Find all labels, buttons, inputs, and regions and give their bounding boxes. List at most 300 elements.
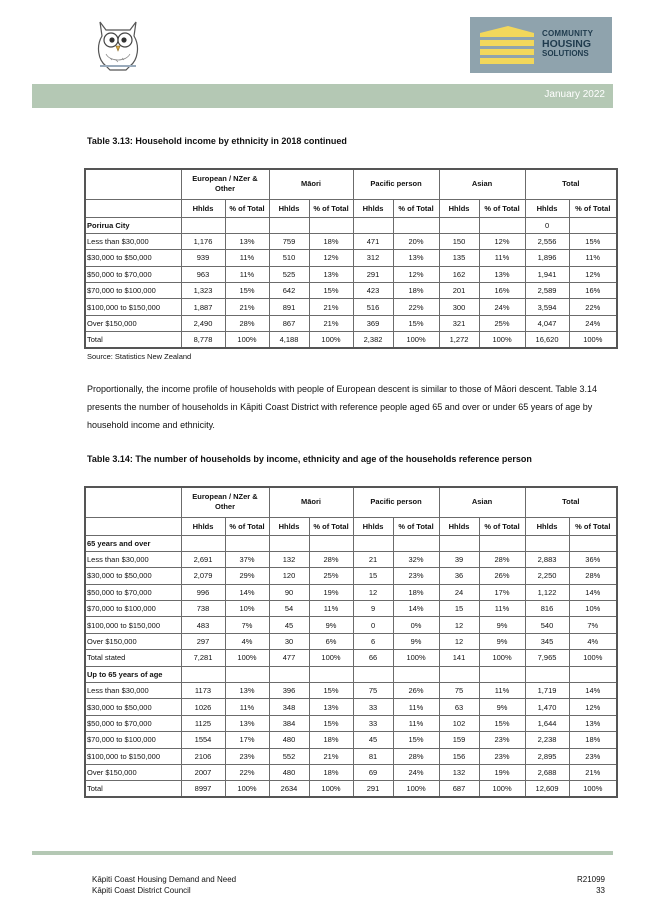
table-cell: 7,281 bbox=[181, 650, 225, 666]
table-cell: 37% bbox=[225, 551, 269, 567]
table-cell: 22% bbox=[225, 764, 269, 780]
sub-header: Hhlds bbox=[269, 199, 309, 217]
table-cell: 36 bbox=[439, 568, 479, 584]
table2-body-65-over bbox=[85, 551, 617, 666]
table-row bbox=[85, 299, 617, 315]
table-cell: 22% bbox=[569, 299, 617, 315]
group-header: Asian bbox=[439, 169, 525, 199]
table-cell: 100% bbox=[569, 332, 617, 348]
row-label: $50,000 to $70,000 bbox=[85, 584, 181, 600]
table-cell: 11% bbox=[225, 699, 269, 715]
table-cell: 7% bbox=[569, 617, 617, 633]
table-cell: 100% bbox=[309, 650, 353, 666]
table-cell: 100% bbox=[225, 781, 269, 797]
table-cell: 11% bbox=[479, 250, 525, 266]
table-cell: 891 bbox=[269, 299, 309, 315]
table-row bbox=[85, 568, 617, 584]
table-cell: 135 bbox=[439, 250, 479, 266]
footer-report-title: Kāpiti Coast Housing Demand and Need bbox=[92, 875, 237, 884]
table-cell: 14% bbox=[569, 584, 617, 600]
table-cell: 120 bbox=[269, 568, 309, 584]
footer-right bbox=[577, 874, 605, 896]
table-cell: 36% bbox=[569, 551, 617, 567]
table-cell: 13% bbox=[393, 250, 439, 266]
table-cell: 687 bbox=[439, 781, 479, 797]
sub-header: Hhlds bbox=[181, 517, 225, 535]
table-cell: 28% bbox=[393, 748, 439, 764]
sub-header: Hhlds bbox=[525, 517, 569, 535]
logo-line2: HOUSING bbox=[542, 38, 592, 50]
table-cell: 13% bbox=[479, 266, 525, 282]
table-cell: 150 bbox=[439, 233, 479, 249]
table-cell: 11% bbox=[393, 699, 439, 715]
table1-body bbox=[85, 233, 617, 348]
table-cell: 23% bbox=[393, 568, 439, 584]
row-label: $100,000 to $150,000 bbox=[85, 617, 181, 633]
table-cell: 369 bbox=[353, 315, 393, 331]
table-row bbox=[85, 551, 617, 567]
table1-group-header bbox=[85, 169, 617, 199]
table-cell: 2634 bbox=[269, 781, 309, 797]
row-label: Total bbox=[85, 781, 181, 797]
table-cell: 2007 bbox=[181, 764, 225, 780]
table-cell: 63 bbox=[439, 699, 479, 715]
table-cell: 23% bbox=[225, 748, 269, 764]
table-cell: 39 bbox=[439, 551, 479, 567]
table-cell: 1125 bbox=[181, 715, 225, 731]
row-label: Less than $30,000 bbox=[85, 683, 181, 699]
table-row bbox=[85, 764, 617, 780]
table-cell: 297 bbox=[181, 633, 225, 649]
table-cell: 69 bbox=[353, 764, 393, 780]
table-cell: 291 bbox=[353, 781, 393, 797]
table-cell: 510 bbox=[269, 250, 309, 266]
table-cell: 516 bbox=[353, 299, 393, 315]
table-cell: 1026 bbox=[181, 699, 225, 715]
table-cell: 11% bbox=[225, 266, 269, 282]
table-cell: 6 bbox=[353, 633, 393, 649]
sub-header: Hhlds bbox=[525, 199, 569, 217]
table-cell: 552 bbox=[269, 748, 309, 764]
table-cell: 15% bbox=[479, 715, 525, 731]
table-cell: 100% bbox=[569, 781, 617, 797]
table-cell: 100% bbox=[569, 650, 617, 666]
table-cell: 28% bbox=[225, 315, 269, 331]
table-cell: 12% bbox=[393, 266, 439, 282]
table2 bbox=[84, 486, 618, 798]
table-cell: 867 bbox=[269, 315, 309, 331]
group-header: Māori bbox=[269, 487, 353, 517]
table-cell: 17% bbox=[479, 584, 525, 600]
table-cell: 7% bbox=[225, 617, 269, 633]
table-cell: 21% bbox=[309, 748, 353, 764]
table-row bbox=[85, 650, 617, 666]
table-cell: 2106 bbox=[181, 748, 225, 764]
table-cell: 81 bbox=[353, 748, 393, 764]
row-label: Total bbox=[85, 332, 181, 348]
table-row bbox=[85, 732, 617, 748]
table-cell: 13% bbox=[309, 266, 353, 282]
table-cell: 939 bbox=[181, 250, 225, 266]
sub-header: % of Total bbox=[393, 517, 439, 535]
table1-source: Source: Statistics New Zealand bbox=[87, 352, 192, 361]
table-cell: 132 bbox=[269, 551, 309, 567]
table-cell: 0 bbox=[525, 217, 569, 233]
table-cell: 1,470 bbox=[525, 699, 569, 715]
table-cell: 18% bbox=[309, 233, 353, 249]
table-cell: 477 bbox=[269, 650, 309, 666]
table-cell: 11% bbox=[479, 683, 525, 699]
table-cell: 1,323 bbox=[181, 283, 225, 299]
table-cell: 23% bbox=[569, 748, 617, 764]
corner-cell bbox=[85, 199, 181, 217]
table-cell: 29% bbox=[225, 568, 269, 584]
table-cell: 423 bbox=[353, 283, 393, 299]
row-label: $30,000 to $50,000 bbox=[85, 250, 181, 266]
table-cell: 12,609 bbox=[525, 781, 569, 797]
table-cell: 7,965 bbox=[525, 650, 569, 666]
table-cell: 2,895 bbox=[525, 748, 569, 764]
table-cell: 14% bbox=[225, 584, 269, 600]
section-label: Porirua City bbox=[85, 217, 181, 233]
table-row bbox=[85, 781, 617, 797]
table-cell: 1,896 bbox=[525, 250, 569, 266]
table-cell: 19% bbox=[479, 764, 525, 780]
table2-group-header bbox=[85, 487, 617, 517]
sub-header: % of Total bbox=[225, 199, 269, 217]
table-cell: 1,272 bbox=[439, 332, 479, 348]
table-cell: 45 bbox=[353, 732, 393, 748]
table-cell: 738 bbox=[181, 601, 225, 617]
section-row bbox=[85, 535, 617, 551]
sub-header: Hhlds bbox=[353, 517, 393, 535]
table-cell: 396 bbox=[269, 683, 309, 699]
sub-header: % of Total bbox=[309, 517, 353, 535]
table-cell: 16% bbox=[479, 283, 525, 299]
table-cell: 21% bbox=[225, 299, 269, 315]
table-cell: 28% bbox=[309, 551, 353, 567]
table-cell: 480 bbox=[269, 732, 309, 748]
table-cell: 100% bbox=[479, 332, 525, 348]
table-cell: 6% bbox=[309, 633, 353, 649]
sub-header: % of Total bbox=[479, 517, 525, 535]
table-cell: 312 bbox=[353, 250, 393, 266]
table-cell: 16,620 bbox=[525, 332, 569, 348]
table1-caption: Table 3.13: Household income by ethnicity in 2018 continued bbox=[87, 136, 347, 146]
table-cell: 33 bbox=[353, 715, 393, 731]
corner-cell bbox=[85, 517, 181, 535]
corner-cell bbox=[85, 487, 181, 517]
row-label: $30,000 to $50,000 bbox=[85, 568, 181, 584]
table-row bbox=[85, 633, 617, 649]
sub-header: Hhlds bbox=[353, 199, 393, 217]
table-cell: 348 bbox=[269, 699, 309, 715]
footer-rule bbox=[32, 851, 613, 855]
table-row bbox=[85, 601, 617, 617]
section-label: Up to 65 years of age bbox=[85, 666, 181, 682]
table-cell: 12 bbox=[439, 633, 479, 649]
table-cell: 13% bbox=[225, 715, 269, 731]
table-cell: 2,883 bbox=[525, 551, 569, 567]
table-cell: 25% bbox=[479, 315, 525, 331]
row-label: $50,000 to $70,000 bbox=[85, 266, 181, 282]
sub-header: Hhlds bbox=[439, 517, 479, 535]
logo-line1: COMMUNITY bbox=[542, 29, 594, 38]
house-bars-icon bbox=[470, 17, 540, 73]
table-cell: 24% bbox=[569, 315, 617, 331]
table-cell: 28% bbox=[569, 568, 617, 584]
table-cell: 100% bbox=[393, 650, 439, 666]
section-row bbox=[85, 217, 617, 233]
table-cell: 12% bbox=[569, 699, 617, 715]
table-cell: 24 bbox=[439, 584, 479, 600]
table-cell: 102 bbox=[439, 715, 479, 731]
table-cell: 9% bbox=[479, 699, 525, 715]
table-cell: 1,176 bbox=[181, 233, 225, 249]
sub-header: % of Total bbox=[309, 199, 353, 217]
table-cell: 15% bbox=[309, 715, 353, 731]
sub-header: % of Total bbox=[569, 517, 617, 535]
body-paragraph: Proportionally, the income profile of households with people of European descent is similar to those of Māori descent. Table 3.14 presents the number of households in Kāpiti Coast District with reference people aged 65 and over or under 65 years of age by household income and ethnicity. bbox=[87, 384, 597, 430]
sub-header: Hhlds bbox=[269, 517, 309, 535]
table-cell: 13% bbox=[225, 683, 269, 699]
table-cell: 4% bbox=[569, 633, 617, 649]
table-cell: 10% bbox=[225, 601, 269, 617]
report-date: January 2022 bbox=[544, 89, 605, 100]
owl-logo-icon bbox=[92, 16, 144, 74]
sub-header: % of Total bbox=[479, 199, 525, 217]
table-row bbox=[85, 683, 617, 699]
table-cell: 9% bbox=[479, 617, 525, 633]
table-cell: 11% bbox=[569, 250, 617, 266]
table-cell: 4,047 bbox=[525, 315, 569, 331]
table-cell: 1,122 bbox=[525, 584, 569, 600]
table-cell: 66 bbox=[353, 650, 393, 666]
table-cell: 10% bbox=[569, 601, 617, 617]
sub-header: Hhlds bbox=[439, 199, 479, 217]
table-cell: 321 bbox=[439, 315, 479, 331]
table-cell: 963 bbox=[181, 266, 225, 282]
table-cell: 156 bbox=[439, 748, 479, 764]
table-cell: 23% bbox=[479, 732, 525, 748]
table-cell: 24% bbox=[393, 764, 439, 780]
table-cell: 18% bbox=[309, 764, 353, 780]
table-cell: 15% bbox=[309, 683, 353, 699]
table-row bbox=[85, 699, 617, 715]
table-cell: 12% bbox=[569, 266, 617, 282]
row-label: Over $150,000 bbox=[85, 315, 181, 331]
section-label: 65 years and over bbox=[85, 535, 181, 551]
group-header: European / NZer & Other bbox=[181, 487, 269, 517]
table2-caption: Table 3.14: The number of households by income, ethnicity and age of the households reference person bbox=[87, 454, 532, 464]
table-cell: 100% bbox=[479, 650, 525, 666]
table-cell: 0% bbox=[393, 617, 439, 633]
table-cell: 12 bbox=[439, 617, 479, 633]
table-cell: 345 bbox=[525, 633, 569, 649]
table-cell: 8997 bbox=[181, 781, 225, 797]
table-cell: 13% bbox=[225, 233, 269, 249]
row-label: Over $150,000 bbox=[85, 633, 181, 649]
table-cell: 2,589 bbox=[525, 283, 569, 299]
table-cell: 471 bbox=[353, 233, 393, 249]
table-cell: 2,382 bbox=[353, 332, 393, 348]
table-cell: 9% bbox=[479, 633, 525, 649]
table-cell: 9 bbox=[353, 601, 393, 617]
table-cell: 100% bbox=[309, 332, 353, 348]
table-cell: 12 bbox=[353, 584, 393, 600]
table-row bbox=[85, 715, 617, 731]
table-cell: 15% bbox=[393, 732, 439, 748]
table-cell: 4,188 bbox=[269, 332, 309, 348]
table-cell: 291 bbox=[353, 266, 393, 282]
table-cell: 11% bbox=[393, 715, 439, 731]
table-cell: 1,719 bbox=[525, 683, 569, 699]
table-cell: 33 bbox=[353, 699, 393, 715]
footer-left bbox=[92, 874, 236, 896]
row-label: $100,000 to $150,000 bbox=[85, 748, 181, 764]
table-cell: 132 bbox=[439, 764, 479, 780]
table-cell: 15% bbox=[393, 315, 439, 331]
table-cell: 100% bbox=[225, 332, 269, 348]
table-cell: 162 bbox=[439, 266, 479, 282]
table-cell: 3,594 bbox=[525, 299, 569, 315]
table-cell: 525 bbox=[269, 266, 309, 282]
group-header: Total bbox=[525, 169, 617, 199]
table-cell: 2,691 bbox=[181, 551, 225, 567]
group-header: European / NZer & Other bbox=[181, 169, 269, 199]
table-cell: 996 bbox=[181, 584, 225, 600]
table-cell: 1,941 bbox=[525, 266, 569, 282]
table-cell: 816 bbox=[525, 601, 569, 617]
table-cell: 90 bbox=[269, 584, 309, 600]
table-cell: 2,079 bbox=[181, 568, 225, 584]
table-cell: 1173 bbox=[181, 683, 225, 699]
table-cell: 13% bbox=[309, 699, 353, 715]
row-label: Less than $30,000 bbox=[85, 233, 181, 249]
logo-text bbox=[542, 29, 593, 59]
table-cell: 11% bbox=[479, 601, 525, 617]
table-cell: 75 bbox=[353, 683, 393, 699]
row-label: $30,000 to $50,000 bbox=[85, 699, 181, 715]
table-row bbox=[85, 233, 617, 249]
group-header: Asian bbox=[439, 487, 525, 517]
row-label: $70,000 to $100,000 bbox=[85, 283, 181, 299]
table-cell: 23% bbox=[479, 748, 525, 764]
table-cell: 21% bbox=[309, 299, 353, 315]
table-cell: 11% bbox=[309, 601, 353, 617]
table2-body-under-65 bbox=[85, 683, 617, 798]
table-cell: 14% bbox=[569, 683, 617, 699]
table-cell: 384 bbox=[269, 715, 309, 731]
table-cell: 2,490 bbox=[181, 315, 225, 331]
table-row bbox=[85, 250, 617, 266]
row-label: Total stated bbox=[85, 650, 181, 666]
table-row bbox=[85, 332, 617, 348]
table-cell: 14% bbox=[393, 601, 439, 617]
table-cell: 18% bbox=[393, 283, 439, 299]
row-label: $70,000 to $100,000 bbox=[85, 732, 181, 748]
table-cell: 141 bbox=[439, 650, 479, 666]
table-cell: 100% bbox=[225, 650, 269, 666]
table-cell: 24% bbox=[479, 299, 525, 315]
table-cell: 100% bbox=[393, 332, 439, 348]
table-cell: 2,556 bbox=[525, 233, 569, 249]
table-cell: 22% bbox=[393, 299, 439, 315]
table-cell: 642 bbox=[269, 283, 309, 299]
table-cell: 12% bbox=[479, 233, 525, 249]
table-cell: 30 bbox=[269, 633, 309, 649]
header-banner bbox=[32, 84, 613, 108]
table-cell: 480 bbox=[269, 764, 309, 780]
table-cell: 32% bbox=[393, 551, 439, 567]
table-cell: 15 bbox=[353, 568, 393, 584]
table2-sub-header bbox=[85, 517, 617, 535]
table-cell: 11% bbox=[225, 250, 269, 266]
table-cell: 759 bbox=[269, 233, 309, 249]
page-number: 33 bbox=[596, 886, 605, 895]
table-cell: 21% bbox=[569, 764, 617, 780]
table-cell: 21 bbox=[353, 551, 393, 567]
table-cell: 15% bbox=[569, 233, 617, 249]
group-header: Pacific person bbox=[353, 169, 439, 199]
community-housing-logo bbox=[470, 17, 612, 73]
table-cell: 75 bbox=[439, 683, 479, 699]
group-header: Total bbox=[525, 487, 617, 517]
row-label: Over $150,000 bbox=[85, 764, 181, 780]
table-cell: 1,644 bbox=[525, 715, 569, 731]
section-row bbox=[85, 666, 617, 682]
table-cell: 0 bbox=[353, 617, 393, 633]
table-cell: 18% bbox=[309, 732, 353, 748]
footer-council: Kāpiti Coast District Council bbox=[92, 886, 191, 895]
group-header: Māori bbox=[269, 169, 353, 199]
table-cell: 16% bbox=[569, 283, 617, 299]
row-label: $100,000 to $150,000 bbox=[85, 299, 181, 315]
table-cell: 9% bbox=[309, 617, 353, 633]
table-cell: 100% bbox=[309, 781, 353, 797]
table-row bbox=[85, 315, 617, 331]
table-cell: 12% bbox=[309, 250, 353, 266]
table-cell: 4% bbox=[225, 633, 269, 649]
table-row bbox=[85, 266, 617, 282]
table-cell: 201 bbox=[439, 283, 479, 299]
table1-sub-header bbox=[85, 199, 617, 217]
table-cell: 20% bbox=[393, 233, 439, 249]
table-cell: 15 bbox=[439, 601, 479, 617]
table-row bbox=[85, 617, 617, 633]
table-row bbox=[85, 283, 617, 299]
table-cell: 17% bbox=[225, 732, 269, 748]
table-cell: 26% bbox=[393, 683, 439, 699]
table-cell: 2,688 bbox=[525, 764, 569, 780]
row-label: $50,000 to $70,000 bbox=[85, 715, 181, 731]
table-cell: 13% bbox=[569, 715, 617, 731]
table-cell: 159 bbox=[439, 732, 479, 748]
table-cell: 1554 bbox=[181, 732, 225, 748]
group-header: Pacific person bbox=[353, 487, 439, 517]
table-row bbox=[85, 584, 617, 600]
table-cell: 25% bbox=[309, 568, 353, 584]
table-cell: 2,250 bbox=[525, 568, 569, 584]
table-cell: 45 bbox=[269, 617, 309, 633]
table-cell: 100% bbox=[479, 781, 525, 797]
table-cell: 15% bbox=[309, 283, 353, 299]
row-label: Less than $30,000 bbox=[85, 551, 181, 567]
table-cell: 1,887 bbox=[181, 299, 225, 315]
table-cell: 18% bbox=[569, 732, 617, 748]
table-cell: 21% bbox=[309, 315, 353, 331]
table-cell: 100% bbox=[393, 781, 439, 797]
